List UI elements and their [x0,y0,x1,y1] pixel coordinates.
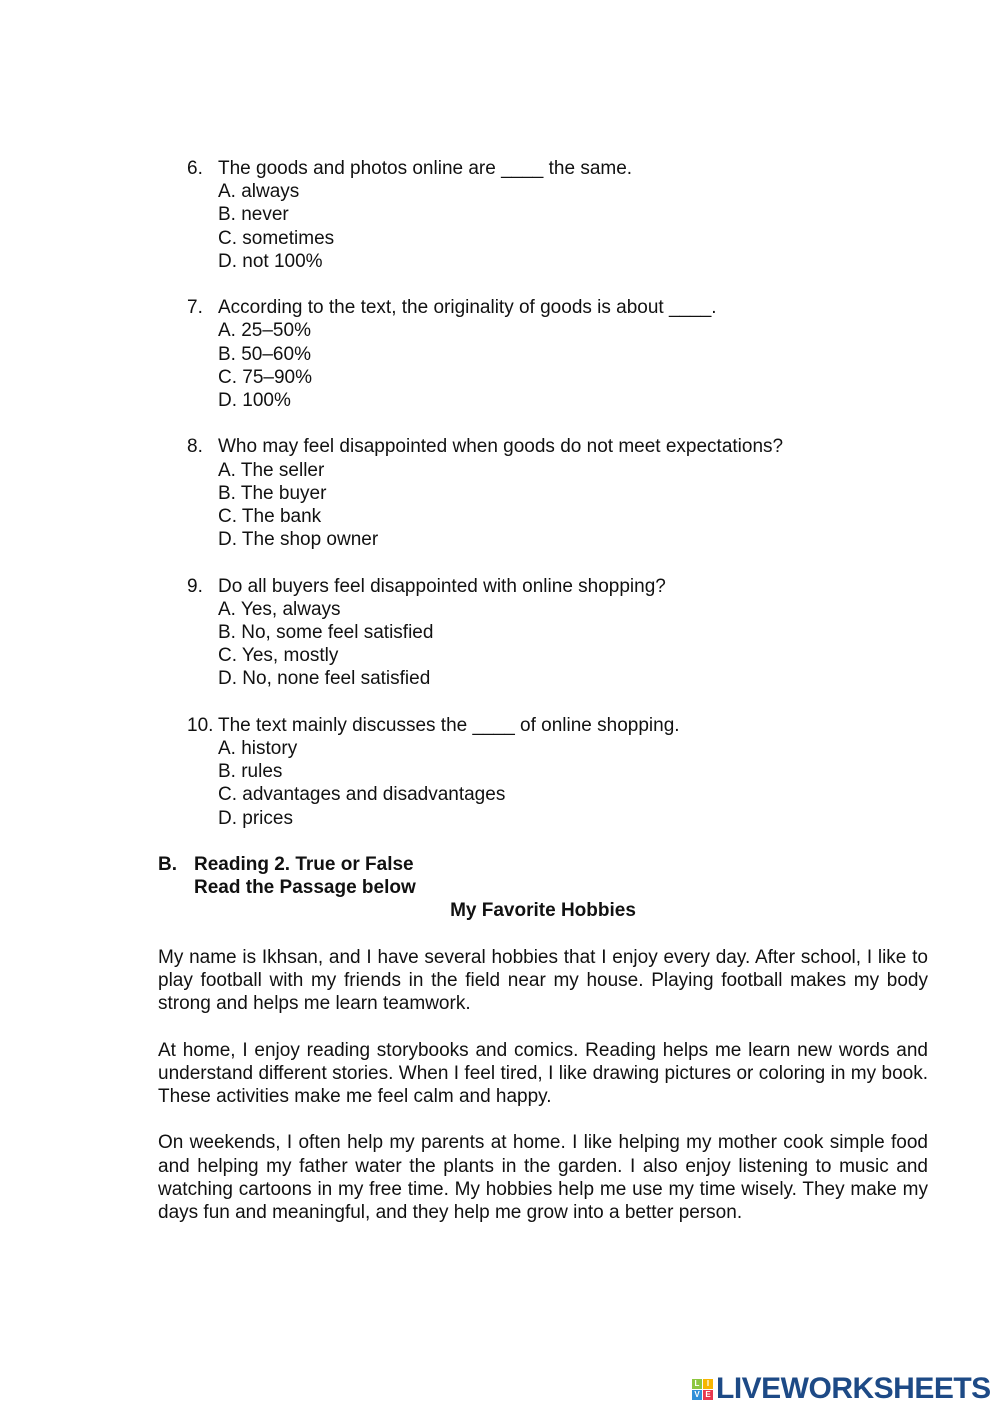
logo-tile: E [703,1390,713,1400]
logo-tile: L [692,1379,702,1389]
passage-paragraph: At home, I enjoy reading storybooks and comics. Reading helps me learn new words and understand different stories. When I feel tired, I like drawing pictures or coloring in my book. These activities make me feel calm and happy. [158,1039,928,1108]
question-number: 8. [187,436,203,458]
answer-option[interactable]: D. The shop owner [218,529,379,551]
answer-option[interactable]: B. never [218,204,289,226]
answer-option[interactable]: A. always [218,181,300,203]
passage-title: My Favorite Hobbies [450,900,636,922]
logo-text: LIVEWORKSHEETS [716,1372,991,1405]
answer-option[interactable]: C. sometimes [218,227,335,249]
logo-tile: I [703,1379,713,1389]
answer-option[interactable]: B. rules [218,761,283,783]
passage-paragraph: On weekends, I often help my parents at home. I like helping my mother cook simple food and helping my father water the plants in the garden. I also enjoy listening to music and watching cartoons in my free time. My hobbies help me use my time wisely. They make my days fun and meaningful, and they help me grow into a better person. [158,1132,928,1224]
logo-tile: V [692,1390,702,1400]
answer-option[interactable]: B. The buyer [218,482,327,504]
section-title: Reading 2. True or False [194,854,414,876]
answer-option[interactable]: D. not 100% [218,250,323,272]
answer-option[interactable]: A. history [218,738,298,760]
answer-option[interactable]: D. No, none feel satisfied [218,668,431,690]
section-heading [158,853,928,899]
question-number: 10. [187,714,214,736]
question-item [158,714,928,830]
question-text: Who may feel disappointed when goods do not meet expectations? [218,436,784,458]
answer-option[interactable]: A. The seller [218,459,325,481]
answer-option[interactable]: A. Yes, always [218,598,341,620]
logo-tiles-icon [692,1379,713,1400]
worksheet-content [158,157,928,1247]
section-label: B. [158,854,177,876]
question-item [158,435,928,551]
question-text: The text mainly discusses the ____ of online shopping. [218,714,680,736]
question-item [158,575,928,691]
question-number: 7. [187,297,203,319]
question-text: Do all buyers feel disappointed with online shopping? [218,575,666,597]
answer-option[interactable]: A. 25–50% [218,320,311,342]
answer-option[interactable]: B. 50–60% [218,343,311,365]
answer-option[interactable]: D. prices [218,807,293,829]
question-text: According to the text, the originality of goods is about ____. [218,297,717,319]
liveworksheets-logo [692,1374,991,1404]
answer-option[interactable]: C. The bank [218,506,322,528]
section-instruction: Read the Passage below [194,877,416,899]
answer-option[interactable]: D. 100% [218,390,291,412]
question-number: 9. [187,575,203,597]
answer-option[interactable]: C. advantages and disadvantages [218,784,506,806]
question-list [158,157,928,830]
answer-option[interactable]: B. No, some feel satisfied [218,622,434,644]
question-text: The goods and photos online are ____ the same. [218,158,633,179]
passage-paragraph: My name is Ikhsan, and I have several hobbies that I enjoy every day. After school, I like to play football with my friends in the field near my house. Playing football makes my body strong and helps me learn teamwork. [158,946,928,1015]
answer-option[interactable]: C. 75–90% [218,366,313,388]
question-number: 6. [187,158,203,179]
question-item [158,296,928,412]
question-item [158,157,928,273]
answer-option[interactable]: C. Yes, mostly [218,645,339,667]
